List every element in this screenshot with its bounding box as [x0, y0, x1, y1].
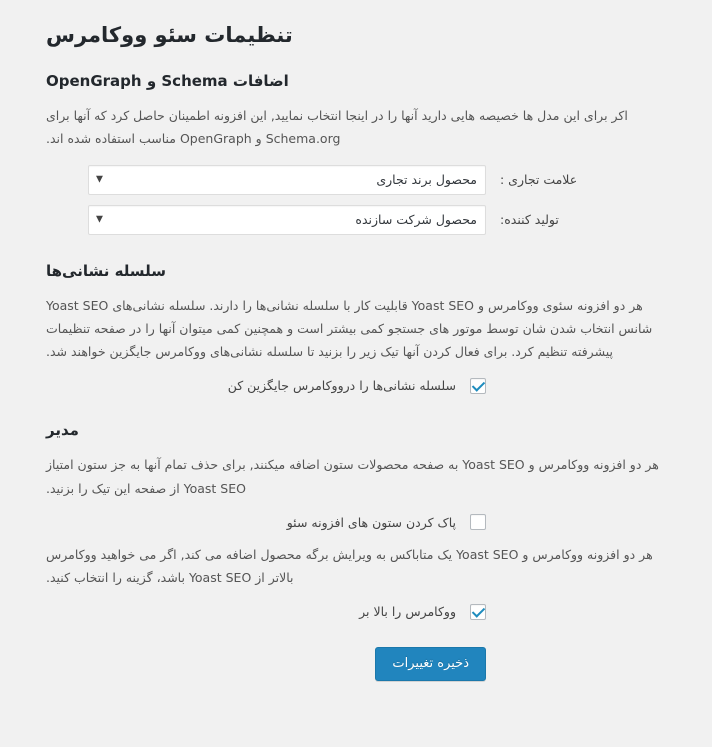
- select-manufacturer[interactable]: [88, 205, 486, 235]
- field-row-manufacturer: [46, 205, 666, 235]
- check-row-breadcrumbs: [46, 377, 666, 395]
- select-wrapper-trademark: [88, 165, 486, 195]
- check-row-remove-columns: [46, 514, 666, 532]
- save-changes-button[interactable]: ذخیره تغییرات: [375, 647, 486, 681]
- checkbox-label-woocommerce-on-top: ووکامرس را بالا بر: [359, 604, 456, 620]
- checkbox-label-replace-breadcrumbs: سلسله نشانی‌ها را درووکامرس جایگزین کن: [227, 377, 456, 393]
- select-trademark[interactable]: [88, 165, 486, 195]
- check-row-metabox-priority: [46, 603, 666, 621]
- field-label-manufacturer: تولید کننده:: [500, 212, 559, 228]
- field-label-trademark: علامت تجاری :: [500, 172, 578, 188]
- section-description-admin-columns: هر دو افزونه ووکامرس و Yoast SEO به صفحه محصولات ستون اضافه میکنند, برای حذف تمام آنها به جز ستون امتیاز Yoast SEO از صفحه این تیک را بزنید.: [46, 457, 659, 496]
- checkbox-label-remove-seo-columns: پاک کردن ستون های افزونه سئو: [286, 514, 456, 530]
- section-description-breadcrumbs: هر دو افزونه سئوی ووکامرس و Yoast SEO قابلیت کار با سلسله نشانی‌ها را دارند. سلسله نشانی‌های Yoast SEO شانس انتخاب شدن شان توسط موتور های جستجو کمی بیشتر است و همچنین کمی میتوان آنها را در صفحه تنظیمات پیشرفته تنظیم کرد. برای فعال کردن آنها تیک زیر را بزنید تا سلسله نشانی‌های ووکامرس جایگزین خواهند شد.: [46, 297, 653, 359]
- checkbox-remove-seo-columns[interactable]: [470, 514, 486, 530]
- page-title: تنظیمات سئو ووکامرس: [46, 23, 293, 47]
- layout-spacer: [486, 647, 666, 681]
- checkbox-replace-breadcrumbs[interactable]: [470, 378, 486, 394]
- field-row-trademark: [46, 165, 666, 195]
- chevron-down-icon: ▼: [96, 174, 103, 185]
- section-heading-admin: مدیر: [46, 421, 79, 440]
- section-heading-schema: اضافات Schema و OpenGraph: [46, 72, 289, 91]
- section-description-admin-metabox: هر دو افزونه ووکامرس و Yoast SEO یک متاباکس به ویرایش برگه محصول اضافه می کند, اگر می خواهید ووکامرس بالاتر از Yoast SEO باشد، گزینه را انتخاب کنید.: [46, 547, 653, 586]
- section-heading-breadcrumbs: سلسله نشانی‌ها: [46, 261, 166, 280]
- section-description-schema: اکر برای این مدل ها خصیصه هایی دارید آنها را در اینجا انتخاب نمایید, این افزونه اطمینان حاصل کرد که آنها برای Schema.org و OpenGraph مناسب استفاده شده اند.: [46, 108, 628, 147]
- chevron-down-icon: ▼: [96, 214, 103, 225]
- select-wrapper-manufacturer: [88, 205, 486, 235]
- checkbox-woocommerce-on-top[interactable]: [470, 604, 486, 620]
- submit-row: [46, 647, 666, 681]
